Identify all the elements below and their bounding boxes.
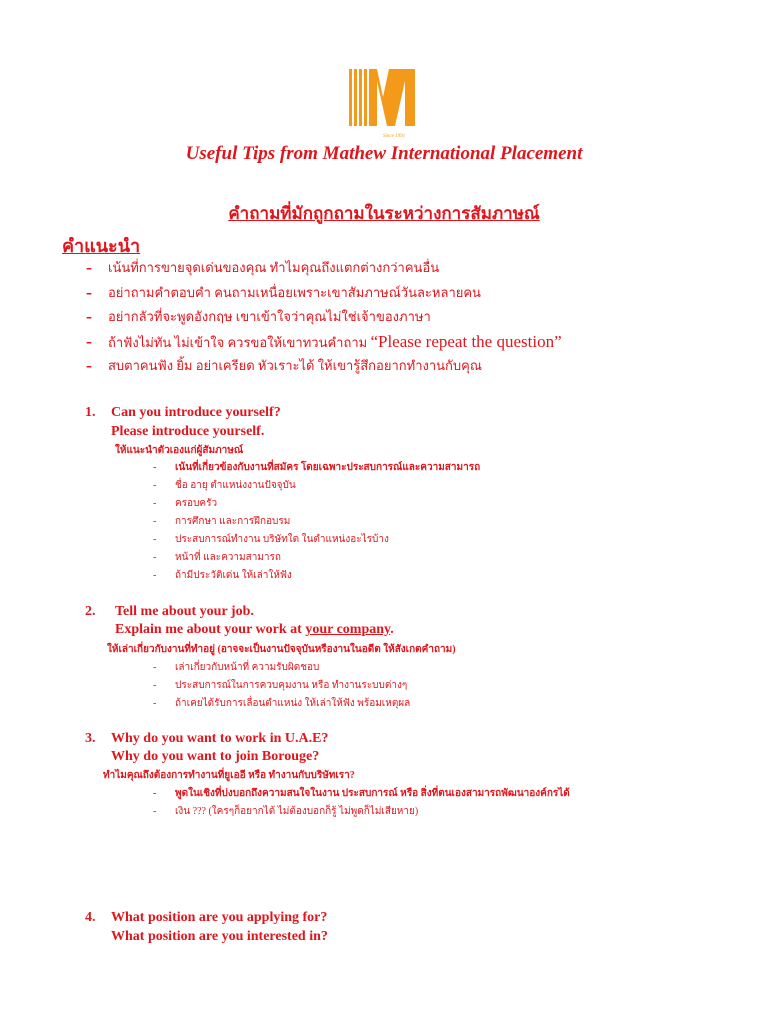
- logo-tagline: Since 1991: [383, 134, 406, 139]
- dash-bullet: -: [86, 355, 92, 375]
- advice-item: - อย่ากลัวที่จะพูดอังกฤษ เขาเข้าใจว่าคุณไม่ใช่เจ้าของภาษา: [86, 306, 431, 326]
- list-item: - หน้าที่ และความสามารถ: [153, 552, 281, 563]
- question-3-alt: Why do you want to join Borouge?: [111, 749, 320, 764]
- dash-bullet: -: [86, 330, 92, 351]
- dash-bullet: -: [86, 281, 92, 302]
- dash-bullet: -: [86, 257, 92, 277]
- list-item: - ประสบการณ์ทำงาน บริษัทใด ในตำแหน่งอะไรบ้าง: [153, 534, 389, 545]
- list-item: - เล่าเกี่ยวกับหน้าที่ ความรับผิดชอบ: [153, 662, 320, 673]
- question-3: 3. Why do you want to work in U.A.E?: [85, 731, 329, 746]
- list-item: - ชื่อ อายุ ตำแหน่งงานปัจจุบัน: [153, 480, 296, 491]
- question-1-note: ให้แนะนำตัวเองแก่ผู้สัมภาษณ์: [115, 445, 244, 456]
- list-item: - ถ้าเคยได้รับการเลื่อนตำแหน่ง ให้เล่าให้ฟัง พร้อมเหตุผล: [153, 698, 411, 709]
- document-title: Useful Tips from Mathew International Placement: [185, 143, 583, 164]
- list-item: - พูดในเชิงที่บ่งบอกถึงความสนใจในงาน ประสบการณ์ หรือ สิ่งที่ตนเองสามารถพัฒนาองค์กรได้: [153, 788, 570, 799]
- question-2: 2. Tell me about your job.: [85, 604, 254, 619]
- advice-heading: คำแนะนำ: [62, 236, 141, 256]
- question-4: 4. What position are you applying for?: [85, 910, 328, 925]
- document-subtitle: คำถามที่มักถูกถามในระหว่างการสัมภาษณ์: [228, 204, 540, 223]
- question-2-alt: Explain me about your work at your company.: [115, 622, 394, 637]
- question-2-points: [153, 660, 410, 714]
- advice-english-phrase: “Please repeat the question”: [370, 331, 562, 351]
- question-1-points: [153, 460, 480, 586]
- question-1: 1. Can you introduce yourself?: [85, 405, 281, 420]
- company-logo: [347, 67, 417, 139]
- list-item: - ถ้ามีประวัติเด่น ให้เล่าให้ฟัง: [153, 570, 292, 581]
- advice-item: - สบตาคนฟัง ยิ้ม อย่าเครียด หัวเราะได้ ให้เขารู้สึกอยากทำงานกับคุณ: [86, 355, 482, 375]
- advice-item: - อย่าถามคำตอบคำ คนถามเหนื่อยเพราะเขาสัมภาษณ์วันละหลายคน: [86, 281, 481, 302]
- list-item: - ครอบครัว: [153, 498, 218, 509]
- list-item: - เน้นที่เกี่ยวข้องกับงานที่สมัคร โดยเฉพาะประสบการณ์และความสามารถ: [153, 462, 481, 473]
- list-item: - ประสบการณ์ในการควบคุมงาน หรือ ทำงานระบบต่างๆ: [153, 680, 408, 691]
- list-item: - การศึกษา และการฝึกอบรม: [153, 516, 291, 527]
- question-4-alt: What position are you interested in?: [111, 929, 328, 944]
- advice-item: - ถ้าฟังไม่ทัน ไม่เข้าใจ ควรขอให้เขาทวนคำถาม “Please repeat the question”: [86, 330, 562, 351]
- question-3-note: ทำไมคุณถึงต้องการทำงานที่ยูเออี หรือ ทำงานกับบริษัทเรา?: [103, 770, 355, 781]
- list-item: - เงิน ??? (ใครๆก็อยากได้ ไม่ต้องบอกก็รู้ ไม่พูดก็ไม่เสียหาย): [153, 806, 419, 817]
- question-1-alt: Please introduce yourself.: [111, 424, 265, 439]
- company-link: your company: [305, 622, 391, 637]
- advice-item: - เน้นที่การขายจุดเด่นของคุณ ทำไมคุณถึงแตกต่างกว่าคนอื่น: [86, 257, 440, 277]
- dash-bullet: -: [86, 306, 92, 326]
- question-2-note: ให้เล่าเกี่ยวกับงานที่ทำอยู่ (อาจจะเป็นงานปัจจุบันหรืองานในอดีต ให้สังเกตคำถาม): [107, 644, 456, 655]
- advice-list: [86, 258, 562, 381]
- question-3-points: [153, 786, 570, 822]
